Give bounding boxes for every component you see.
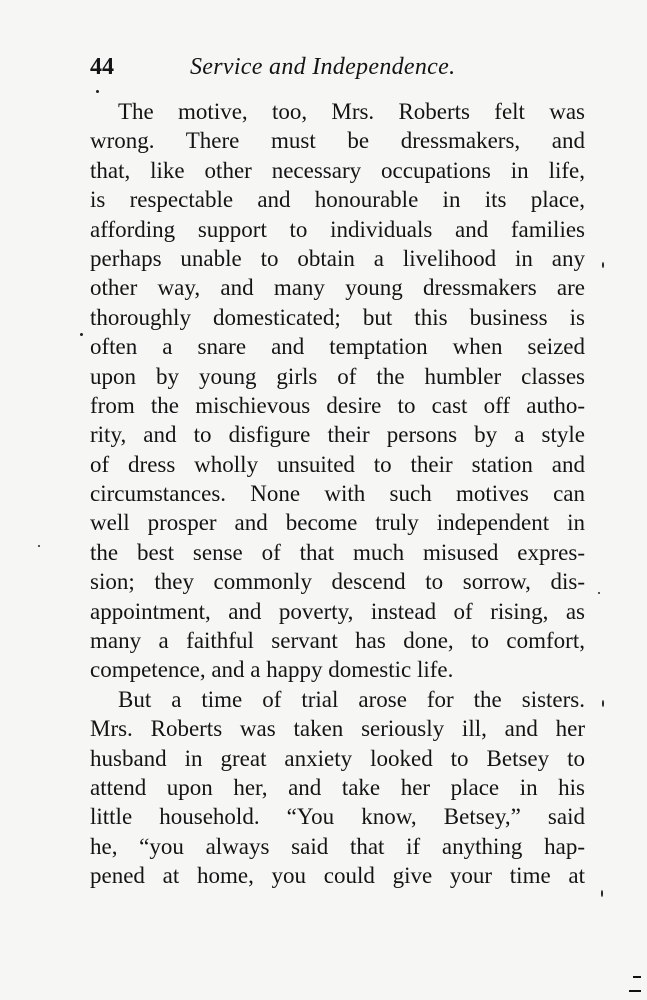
text-line: wrong. There must be dressmakers, and [90, 128, 585, 154]
text-line: attend upon her, and take her place in his [90, 774, 585, 800]
text-line: husband in great anxiety looked to Betsey to [90, 745, 585, 771]
body-text [90, 97, 585, 891]
text-line: Mrs. Roberts was taken seriously ill, and her [90, 716, 585, 742]
text-line: other way, and many young dressmakers are [90, 275, 585, 301]
text-line: that, like other necessary occupations in life, [90, 157, 585, 183]
scan-speck [601, 890, 603, 897]
scan-speck [80, 333, 83, 336]
text-line: little household. “You know, Betsey,” said [90, 804, 585, 830]
text-line: pened at home, you could give your time at [90, 863, 585, 889]
text-line: The motive, too, Mrs. Roberts felt was [118, 99, 585, 124]
page-header [90, 54, 590, 88]
scan-speck [602, 700, 604, 707]
scan-speck [38, 545, 40, 547]
paragraph-1 [90, 97, 585, 685]
text-line: often a snare and temptation when seized [90, 334, 585, 360]
text-line: competence, and a happy domestic life. [90, 657, 454, 683]
text-line: upon by young girls of the humbler classes [90, 363, 585, 389]
text-line: many a faithful servant has done, to comfort, [90, 628, 585, 654]
text-line: rity, and to disfigure their persons by a style [90, 422, 585, 448]
text-line: thoroughly domesticated; but this business is [90, 304, 585, 330]
paragraph-2 [90, 685, 585, 891]
text-line: of dress wholly unsuited to their station and [90, 451, 585, 477]
text-line: affording support to individuals and families [90, 216, 585, 242]
scan-speck [96, 90, 99, 93]
running-head: Service and Independence. [190, 54, 456, 80]
text-line: appointment, and poverty, instead of rising, as [90, 598, 585, 624]
text-line: the best sense of that much misused expres- [90, 539, 585, 565]
scan-edge-mark [629, 990, 641, 992]
text-line: well prosper and become truly independent in [90, 510, 585, 536]
scan-edge-mark [633, 976, 641, 978]
text-line: from the mischievous desire to cast off autho- [90, 392, 585, 418]
text-line: is respectable and honourable in its place, [90, 187, 585, 213]
text-line: perhaps unable to obtain a livelihood in any [90, 245, 585, 271]
text-line: circumstances. None with such motives can [90, 481, 585, 507]
page-number: 44 [90, 54, 114, 80]
text-line: sion; they commonly descend to sorrow, dis- [90, 569, 585, 595]
scan-speck [598, 592, 600, 594]
text-line: But a time of trial arose for the sisters. [118, 686, 585, 712]
text-line: he, “you always said that if anything hap- [90, 833, 585, 859]
scan-speck [602, 262, 604, 268]
